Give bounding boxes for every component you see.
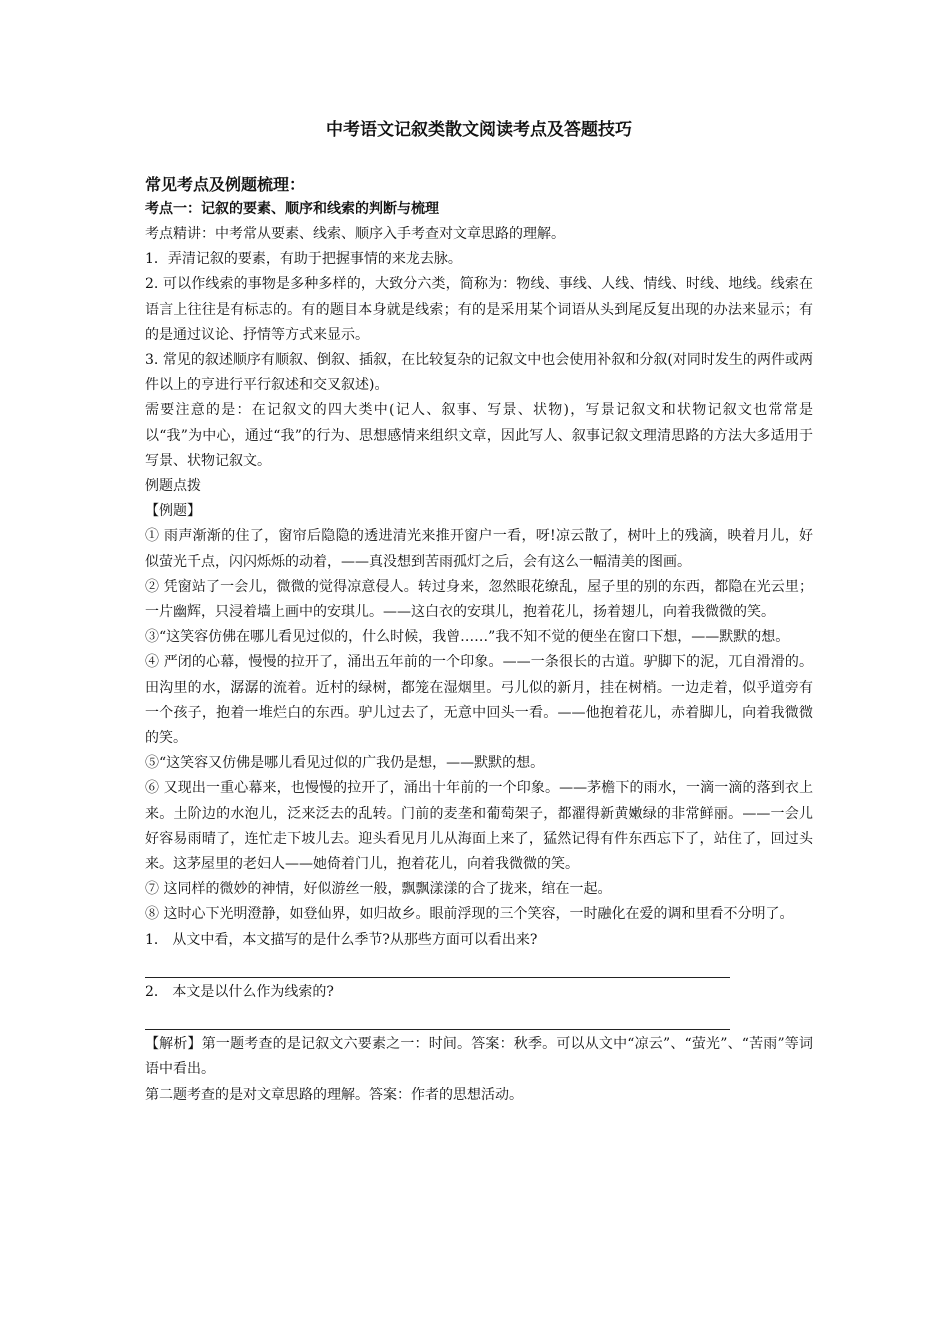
- paragraph: ⑦ 这同样的微妙的神情，好似游丝一般，飘飘漾漾的合了拢来，绾在一起。: [145, 881, 612, 898]
- section-heading: 常见考点及例题梳理：: [145, 175, 306, 194]
- point1-heading: 考点一：记叙的要素、顺序和线索的判断与梳理: [145, 201, 439, 217]
- paragraph: ② 凭窗站了一会儿，微微的觉得凉意侵人。转过身来，忽然眼花缭乱，屋子里的别的东西，都隐在光云里；一片幽辉，只浸着墙上画中的安琪儿。——这白衣的安琪儿，抱着花儿，扬着翅儿，向着我微微的笑。: [145, 578, 813, 621]
- paragraph: ⑤“这笑容又仿佛是哪儿看见过似的广我仍是想，——默默的想。: [145, 755, 545, 772]
- paragraph: 1．弄清记叙的要素，有助于把握事情的来龙去脉。: [145, 251, 462, 268]
- paragraph: ④ 严闭的心幕，慢慢的拉开了，涌出五年前的一个印象。——一条很长的古道。驴脚下的泥，兀自滑滑的。田沟里的水，潺潺的流着。近村的绿树，都笼在湿烟里。弓儿似的新月，挂在树梢。一边走着，似乎道旁有一个孩子，抱着一堆烂白的东西。驴儿过去了，无意中回头一看。——他抱着花儿，赤着脚儿，向着我微微的笑。: [145, 654, 813, 747]
- paragraph: ⑥ 又现出一重心幕来，也慢慢的拉开了，涌出十年前的一个印象。——茅檐下的雨水，一滴一滴的落到衣上来。土阶边的水泡儿，泛来泛去的乱转。门前的麦垄和葡萄架子，都濯得新黄嫩绿的非常鲜丽。——一会儿好容易雨晴了，连忙走下坡儿去。迎头看见月儿从海面上来了，猛然记得有件东西忘下了，站住了，回过头来。这茅屋里的老妇人——她倚着门儿，抱着花儿，向着我微微的笑。: [145, 780, 813, 873]
- paragraph: 【例题】: [145, 503, 201, 520]
- paragraph: 3. 常见的叙述顺序有顺叙、倒叙、插叙，在比较复杂的记叙文中也会使用补叙和分叙(对同时发生的两件或两件以上的亨进行平行叙述和交叉叙述)。: [145, 352, 813, 394]
- paragraph: ③“这笑容仿佛在哪儿看见过似的，什么时候，我曾……”我不知不觉的便坐在窗口下想，——默默的想。: [145, 629, 790, 646]
- paragraph: 例题点拨: [145, 478, 201, 495]
- paragraph: 考点精讲：中考常从要素、线索、顺序入手考查对文章思路的理解。: [145, 226, 565, 242]
- paragraph: ⑧ 这时心下光明澄静，如登仙界，如归故乡。眼前浮现的三个笑容，一时融化在爱的调和里看不分明了。: [145, 906, 794, 923]
- paragraph: ① 雨声渐渐的住了，窗帘后隐隐的透进清光来推开窗户一看，呀!凉云散了，树叶上的残滴，映着月儿，好似萤光千点，闪闪烁烁的动着，——真没想到苦雨孤灯之后，会有这么一幅清美的图画。: [145, 528, 813, 570]
- question-2: 2． 本文是以什么作为线索的?: [145, 983, 334, 1000]
- analysis-2: 第二题考查的是对文章思路的理解。答案：作者的思想活动。: [145, 1086, 523, 1103]
- paragraph: 2. 可以作线索的事物是多种多样的，大致分六类，简称为：物线、事线、人线、情线、时线、地线。线索在语言上往往是有标志的。有的题目本身就是线索；有的是采用某个词语从头到尾反复出现的办法来显示；有的是通过议论、抒情等方式来显示。: [145, 276, 813, 343]
- analysis-1: 【解析】第一题考查的是记叙文六要素之一：时间。答案：秋季。可以从文中“凉云”、“萤光”、“苦雨”等词语中看出。: [145, 1036, 813, 1078]
- paragraph: 需要注意的是：在记叙文的四大类中(记人、叙事、写景、状物)，写景记叙文和状物记叙文也常常是以“我”为中心，通过“我”的行为、思想感情来组织文章，因此写人、叙事记叙文理清思路的方法大多适用于写景、状物记叙文。: [145, 402, 813, 469]
- answer-line-1: [145, 953, 730, 978]
- question-1: 1． 从文中看，本文描写的是什么季节?从那些方面可以看出来?: [145, 931, 538, 948]
- answer-line-2: [145, 1005, 730, 1030]
- document-page: [145, 118, 813, 1108]
- document-title: 中考语文记叙类散文阅读考点及答题技巧: [326, 120, 632, 140]
